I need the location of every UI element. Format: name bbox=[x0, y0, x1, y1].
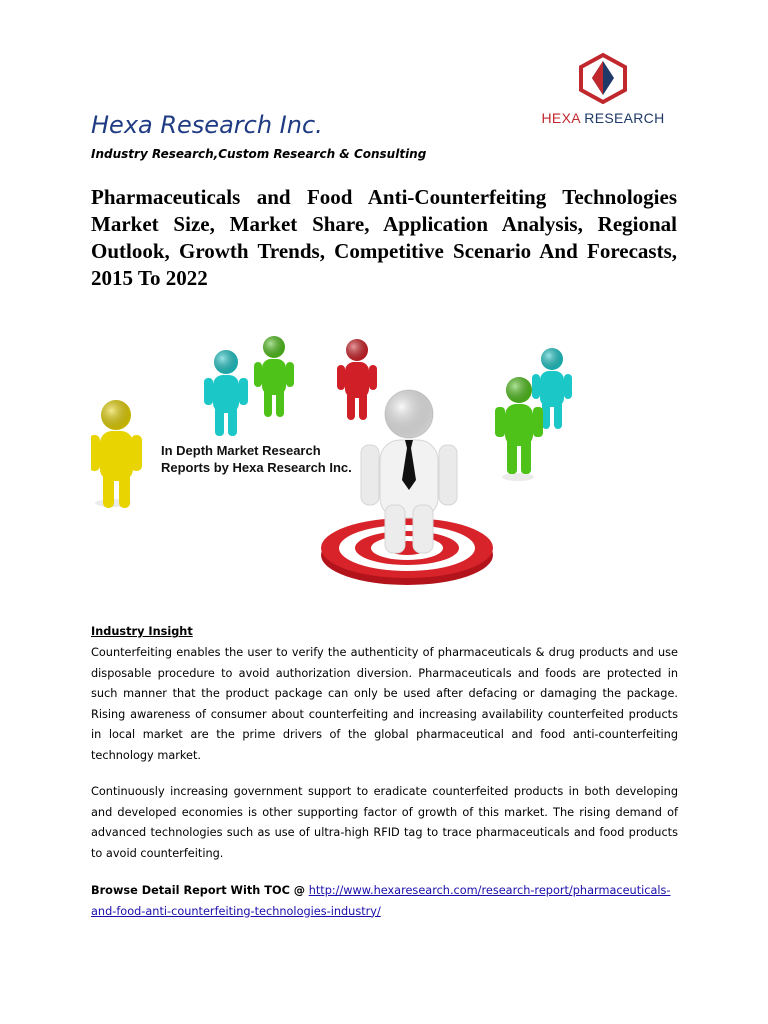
tagline: Industry Research,Custom Research & Consulting bbox=[91, 147, 427, 161]
logo-text-research: RESEARCH bbox=[584, 110, 665, 126]
person-green-icon bbox=[254, 336, 294, 417]
insight-paragraph-2: Continuously increasing government support to eradicate counterfeited products in both developing and developed economies is other supporting factor of growth of this market. The rising demand of advanced technologies such as use of ultra-high RFID tag to trace pharmaceuticals and food products to avoid counterfeiting. bbox=[91, 785, 678, 860]
hero-caption: In Depth Market Research Reports by Hexa Research Inc. bbox=[161, 443, 352, 475]
person-yellow-icon bbox=[91, 400, 142, 508]
hexagon-logo-icon bbox=[576, 52, 630, 104]
target-icon bbox=[321, 518, 493, 585]
industry-insight-heading: Industry Insight bbox=[91, 625, 193, 638]
document-title: Pharmaceuticals and Food Anti-Counterfeiting Technologies Market Size, Market Share, Application Analysis, Regional Outlook, Growth Trends, Competitive Scenario And Forecasts, 2015 To 2022 bbox=[91, 185, 677, 290]
report-link[interactable]: http://www.hexaresearch.com/research-report/pharmaceuticals-and-food-anti-counterfeiting-technologies-industry/ bbox=[91, 884, 671, 918]
company-name: Hexa Research Inc. bbox=[91, 111, 323, 139]
logo-text-hexa: HEXA bbox=[541, 110, 581, 126]
browse-report-line bbox=[91, 881, 678, 922]
logo-text bbox=[538, 110, 668, 126]
person-red-icon bbox=[337, 339, 377, 420]
browse-label: Browse Detail Report With TOC @ bbox=[91, 884, 306, 897]
insight-paragraph-1: Counterfeiting enables the user to verify the authenticity of pharmaceuticals & drug products and use disposable procedure to avoid authorization diversion. Pharmaceuticals and foods are protected in such manner that the product package can only be used after defacing or damaging the package. Rising awareness of consumer about counterfeiting and increasing availability counterfeited products in local market are the prime drivers of the global pharmaceutical and food anti-counterfeiting technology market. bbox=[91, 646, 678, 762]
hexa-research-logo bbox=[538, 52, 668, 132]
person-cyan-icon bbox=[204, 350, 248, 436]
